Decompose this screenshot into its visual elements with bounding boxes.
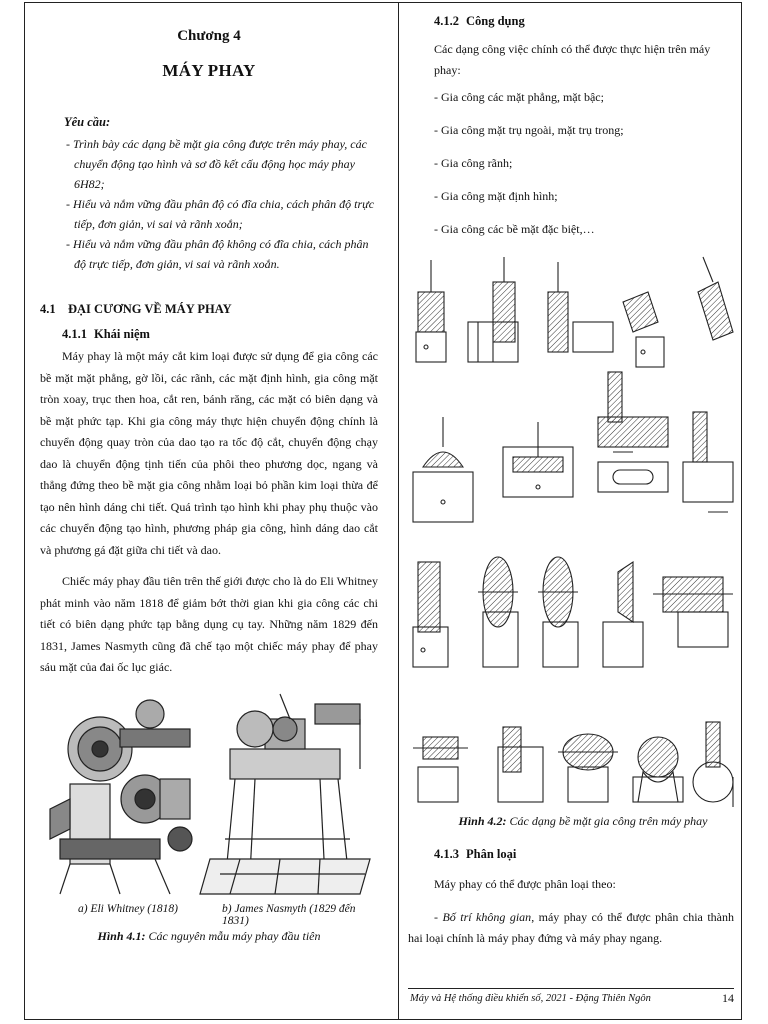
subsection-title: Phân loại — [466, 847, 517, 861]
uses-intro: Các dạng công việc chính có thể được thực hiện trên máy phay: — [434, 42, 711, 77]
figure-4-1 — [40, 689, 378, 943]
paragraph-concept: Máy phay là một máy cắt kim loại được sử dụng để gia công các bề mặt mặt phẳng, gờ lồi, các rãnh, các mặt định hình, gia công mặt tròn xoay, trục then hoa, cắt ren, bánh răng, các mặt có biên dạng và bề mặt phức tạp. Khi gia công máy thực hiện chuyển động chính là chuyển động quay tròn của dao tạo ra tốc độ cắt, chuyển động chạy dao là chuyển động tịnh tiến của phôi theo phương dọc, ngang và thẳng đứng theo bề mặt gia công nhằm loại bỏ phần kim loại thừa để tạo nên hình dáng chi tiết. Quá trình tạo hình khi phay phụ thuộc vào các chuyển động tạo hình, phương pháp gia công, hình dáng dao cắt và phương gá đặt giữa chi tiết và dao. — [40, 349, 378, 557]
chapter-number: Chương 4 — [177, 28, 241, 44]
right-column — [408, 10, 734, 949]
footer-text: Máy và Hệ thống điều khiển số, 2021 - Đặng Thiên Ngôn — [410, 993, 651, 1004]
figure-4-1-caption — [40, 929, 378, 944]
left-column — [40, 18, 378, 943]
figure-caption-b: b) James Nasmyth (1829 đến 1831) — [222, 902, 356, 927]
uses-item: - Gia công rãnh; — [434, 156, 513, 170]
uses-item: - Gia công mặt trụ ngoài, mặt trụ trong; — [434, 123, 624, 137]
section-title: ĐẠI CƯƠNG VỀ MÁY PHAY — [68, 302, 232, 316]
item-rest: , máy phay có thể được phân chia thành hai loại chính là máy phay đứng và máy phay ngang. — [408, 910, 735, 945]
figure-4-2 — [408, 252, 734, 812]
figure-caption-text: Các dạng bề mặt gia công trên máy phay — [506, 814, 708, 828]
subsection-number: 4.1.1 — [62, 327, 87, 341]
requirement-item: - Trình bày các dạng bề mặt gia công được trên máy phay, các chuyển động tạo hình và sơ đồ kết cấu động học máy phay 6H82; — [66, 137, 367, 191]
uses-item: - Gia công mặt định hình; — [434, 189, 558, 203]
figure-4-2-caption — [432, 814, 734, 829]
figure-label: Hình 4.1: — [97, 928, 146, 943]
early-milling-machines-illustration — [40, 689, 378, 899]
requirements-heading: Yêu cầu: — [64, 115, 111, 129]
subsection-title: Công dụng — [466, 14, 525, 28]
item-prefix: - — [434, 910, 443, 924]
paragraph-history: Chiếc máy phay đầu tiên trên thế giới được cho là do Eli Whitney phát minh vào năm 1818 để giảm bớt thời gian khi gia công các chi tiết có biên dạng phức tạp bằng dụng cụ tay. Những năm 1829 đến 1831, James Nasmyth cũng đã chế tạo một chiếc máy phay để phay sáu mặt của đai ốc lục giác. — [40, 574, 378, 674]
page-number: 14 — [722, 991, 734, 1005]
requirement-item: - Hiểu và nắm vững đầu phân độ có đĩa chia, cách phân độ trực tiếp, đơn giản, vi sai và rãnh xoắn; — [66, 197, 375, 231]
column-divider — [398, 2, 399, 1020]
subsection-heading-4-1-2 — [434, 14, 734, 29]
requirement-item: - Hiểu và nắm vững đầu phân độ không có đĩa chia, cách phân độ trực tiếp, đơn giản, vi sai và rãnh xoắn. — [66, 237, 369, 271]
milling-surface-types-illustration — [408, 252, 734, 812]
subsection-heading-4-1-3 — [434, 847, 734, 862]
uses-item: - Gia công các bề mặt đặc biệt,… — [434, 222, 595, 236]
section-number: 4.1 — [40, 302, 56, 316]
section-heading-4-1 — [40, 302, 378, 317]
figure-label: Hình 4.2: — [458, 814, 507, 828]
classification-item — [408, 907, 734, 949]
subsection-number: 4.1.2 — [434, 14, 459, 28]
subsection-title: Khái niệm — [94, 327, 150, 341]
classification-intro: Máy phay có thể được phân loại theo: — [434, 877, 616, 891]
figure-caption-text: Các nguyên mẫu máy phay đầu tiên — [145, 928, 321, 943]
uses-item: - Gia công các mặt phẳng, mặt bậc; — [434, 90, 604, 104]
figure-caption-a: a) Eli Whitney (1818) — [78, 902, 178, 915]
chapter-title: MÁY PHAY — [162, 61, 256, 80]
subsection-number: 4.1.3 — [434, 847, 459, 861]
subsection-heading-4-1-1 — [62, 327, 378, 342]
item-italic: Bố trí không gian — [442, 910, 532, 924]
footer-divider — [408, 988, 734, 989]
